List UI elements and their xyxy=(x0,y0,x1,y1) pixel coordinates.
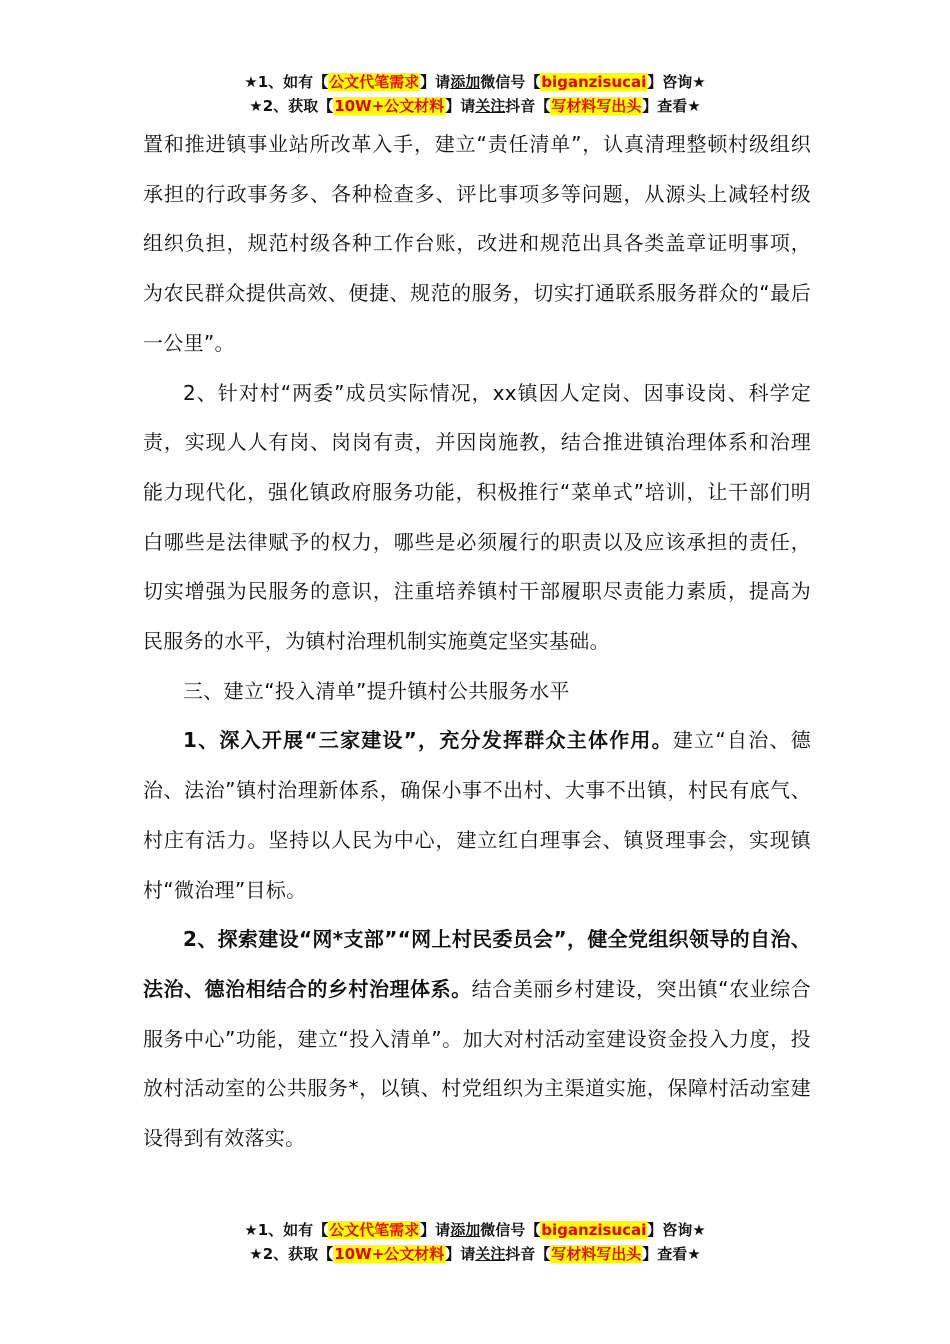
promo-text: 】请 xyxy=(445,97,476,115)
promo-text: 】请 xyxy=(445,1245,476,1263)
promo-text: 】请 xyxy=(420,73,451,91)
promo-text: 】查看★ xyxy=(642,97,701,115)
promo-highlight: biganzisucai xyxy=(541,1221,647,1239)
paragraph-body: 结合美丽乡村建设，突出镇“农业综合服务中心”功能，建立“投入清单”。加大对村活动室建设资金投入力度，投放村活动室的公共服务*，以镇、村党组织为主渠道实施，保障村活动室建设得到有效落实。 xyxy=(143,976,811,1151)
promo-text: 】咨询★ xyxy=(647,73,706,91)
paragraph-continued: 置和推进镇事业站所改革入手，建立“责任清单”，认真清理整顿村级组织承担的行政事务多、各种检查多、评比事项多等问题，从源头上减轻村级组织负担，规范村级各种工作台账，改进和规范出具各类盖章证明事项，为农民群众提供高效、便捷、规范的服务，切实打通联系服务群众的“最后一公里”。 xyxy=(143,132,811,355)
promo-highlight: 10W+公文材料 xyxy=(334,97,445,115)
promo-line-1 xyxy=(0,1218,950,1242)
promo-highlight: 10W+公文材料 xyxy=(334,1245,445,1263)
promo-text: 】查看★ xyxy=(642,1245,701,1263)
promo-text: 微信号【 xyxy=(480,1221,541,1239)
paragraph-lead-bold: 2、探索建设“网*支部”“网上村民委员会”，健全党组织领导的自治、法治、德治相结合的乡村治理体系。 xyxy=(143,927,811,1001)
promo-text: ★1、如有【 xyxy=(244,1221,329,1239)
promo-text: ★1、如有【 xyxy=(244,73,329,91)
promo-text: 抖音【 xyxy=(505,97,551,115)
promo-underline: 关注 xyxy=(475,1245,506,1263)
promo-highlight: biganzisucai xyxy=(541,73,647,91)
promo-text: ★2、获取【 xyxy=(249,97,334,115)
paragraph-lead-bold: 1、深入开展“三家建设”，充分发挥群众主体作用。 xyxy=(183,728,673,753)
promo-highlight: 写材料写出头 xyxy=(551,97,642,115)
promo-text: 】咨询★ xyxy=(647,1221,706,1239)
promo-line-2 xyxy=(0,1242,950,1266)
promo-underline: 添加 xyxy=(450,73,481,91)
paragraph-3-1 xyxy=(143,716,811,915)
paragraph-3-2 xyxy=(143,915,811,1164)
promo-text: 微信号【 xyxy=(480,73,541,91)
top-promo-banner xyxy=(0,70,950,118)
paragraph-body: 建立“自治、德治、法治”镇村治理新体系，确保小事不出村、大事不出镇，村民有底气、村庄有活力。坚持以人民为中心，建立红白理事会、镇贤理事会，实现镇村“微治理”目标。 xyxy=(143,728,811,902)
promo-text: 抖音【 xyxy=(505,1245,551,1263)
promo-underline: 关注 xyxy=(475,97,506,115)
promo-line-2 xyxy=(0,94,950,118)
promo-line-1 xyxy=(0,70,950,94)
document-body xyxy=(143,120,811,1164)
bottom-promo-banner xyxy=(0,1218,950,1266)
promo-text: ★2、获取【 xyxy=(249,1245,334,1263)
section-heading-3: 三、建立“投入清单”提升镇村公共服务水平 xyxy=(183,678,570,703)
promo-highlight: 写材料写出头 xyxy=(551,1245,642,1263)
paragraph-2: 2、针对村“两委”成员实际情况，xx镇因人定岗、因事设岗、科学定责，实现人人有岗、岗岗有责，并因岗施教，结合推进镇治理体系和治理能力现代化，强化镇政府服务功能，积极推行“菜单式”培训，让干部们明白哪些是法律赋予的权力，哪些是必须履行的职责以及应该承担的责任，切实增强为民服务的意识，注重培养镇村干部履职尽责能力素质，提高为民服务的水平，为镇村治理机制实施奠定坚实基础。 xyxy=(143,380,811,654)
promo-highlight: 公文代笔需求 xyxy=(329,1221,420,1239)
promo-underline: 添加 xyxy=(450,1221,481,1239)
promo-highlight: 公文代笔需求 xyxy=(329,73,420,91)
promo-text: 】请 xyxy=(420,1221,451,1239)
